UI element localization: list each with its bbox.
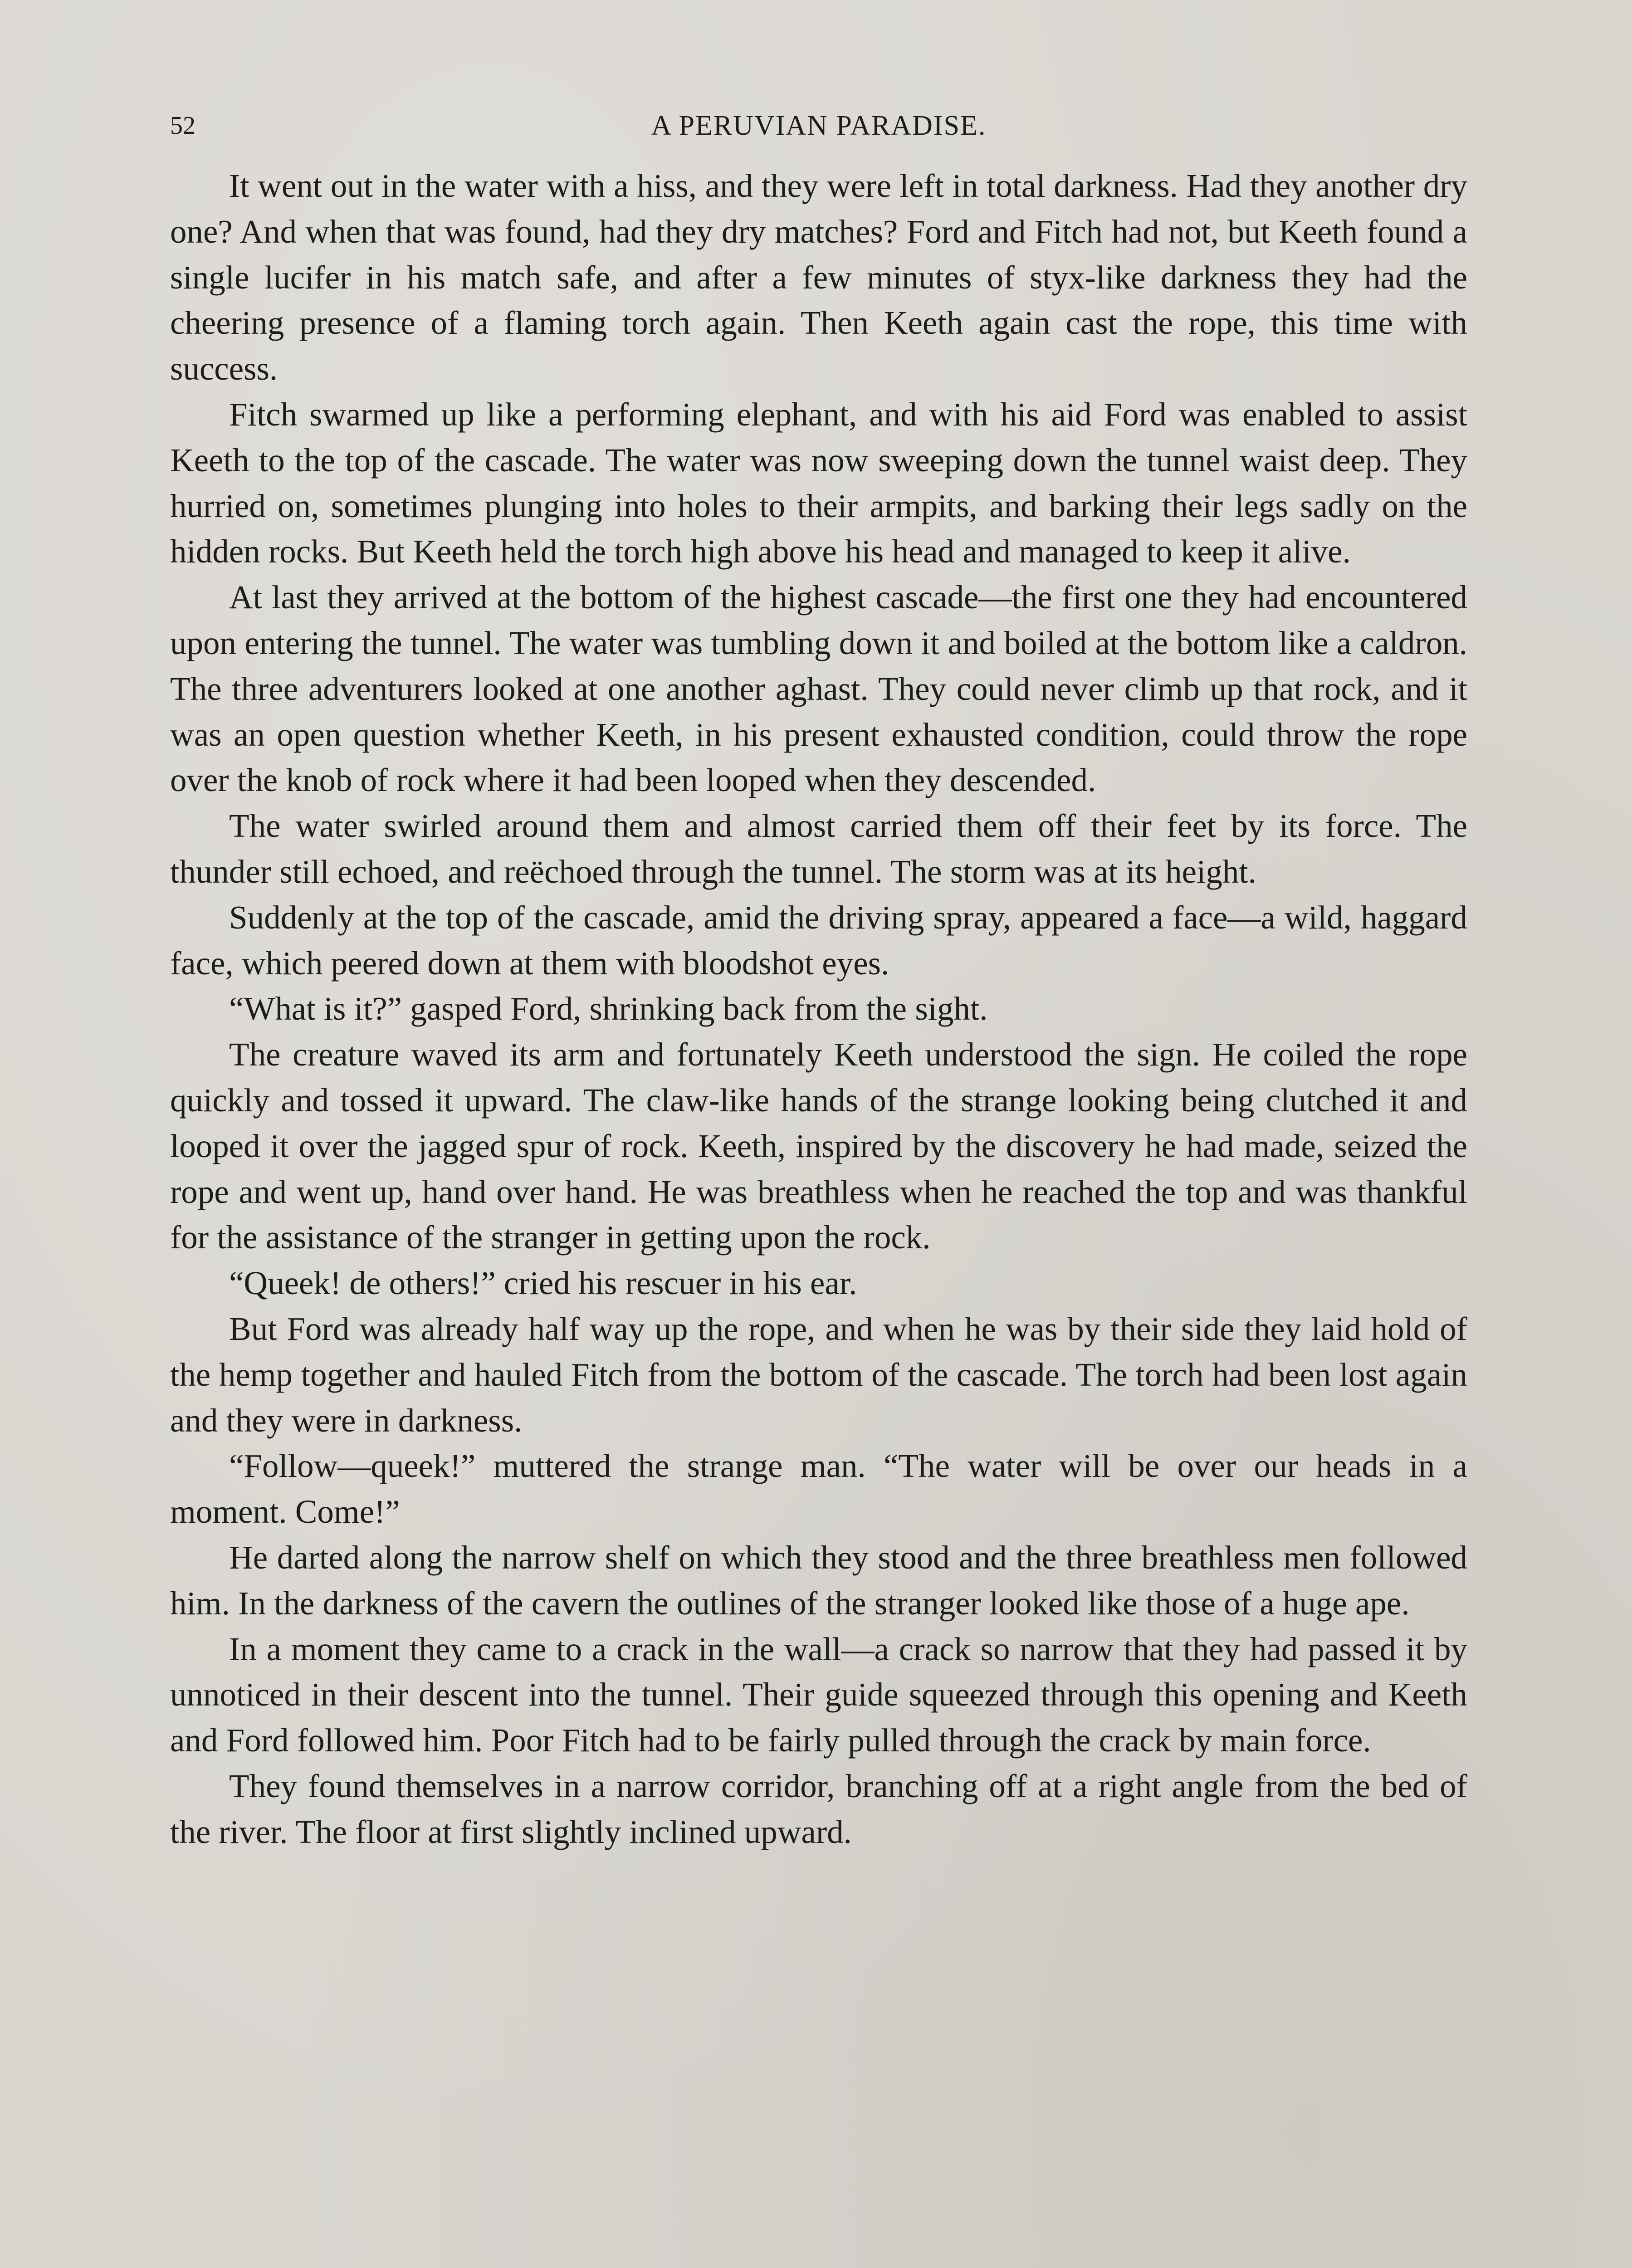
paragraph: “Queek! de others!” cried his rescuer in his ear.: [229, 1265, 857, 1302]
paragraph: Suddenly at the top of the cascade, amid the driving spray, appeared a face—a wild, haggard face, which peered down at them with bloodshot eyes.: [170, 899, 1467, 982]
paragraph: They found themselves in a narrow corridor, branching off at a right angle from the bed of the river. The floor at first slightly inclined upward.: [170, 1767, 1467, 1850]
page-number: 52: [170, 112, 195, 140]
paragraph: Fitch swarmed up like a performing elephant, and with his aid Ford was enabled to assist Keeth to the top of the cascade. The water was now sweeping down the tunnel waist deep. They hurried on, sometimes plunging into holes to their armpits, and barking their legs sadly on the hidden rocks. But Keeth held the torch high above his head and managed to keep it alive.: [170, 396, 1467, 570]
running-title: A PERUVIAN PARADISE.: [651, 110, 987, 141]
paragraph: He darted along the narrow shelf on which they stood and the three breathless men followed him. In the darkness of the cavern the outlines of the stranger looked like those of a huge ape.: [170, 1539, 1467, 1622]
paragraph: “Follow—queek!” muttered the strange man. “The water will be over our heads in a moment. Come!”: [170, 1447, 1467, 1530]
paragraph: At last they arrived at the bottom of the highest cascade—the first one they had encountered upon entering the tunnel. The water was tumbling down it and boiled at the bottom like a caldron. The three adventurers looked at one another aghast. They could never climb up that rock, and it was an open question whether Keeth, in his present exhausted condition, could throw the rope over the knob of rock where it had been looped when they descended.: [170, 579, 1467, 799]
paragraph: But Ford was already half way up the rope, and when he was by their side they laid hold of the hemp together and hauled Fitch from the bottom of the cascade. The torch had been lost again and they were in darkness.: [170, 1310, 1467, 1439]
story-text: [170, 163, 1467, 1855]
paragraph: In a moment they came to a crack in the wall—a crack so narrow that they had passed it by unnoticed in their descent into the tunnel. Their guide squeezed through this opening and Keeth and Ford followed him. Poor Fitch had to be fairly pulled through the crack by main force.: [170, 1630, 1467, 1759]
page-header: [170, 101, 1467, 151]
paragraph: The creature waved its arm and fortunately Keeth understood the sign. He coiled the rope quickly and tossed it upward. The claw-like hands of the strange looking being clutched it and looped it over the jagged spur of rock. Keeth, inspired by the discovery he had made, seized the rope and went up, hand over hand. He was breathless when he reached the top and was thankful for the assistance of the stranger in getting upon the rock.: [170, 1036, 1467, 1256]
paragraph: The water swirled around them and almost carried them off their feet by its force. The thunder still echoed, and reëchoed through the tunnel. The storm was at its height.: [170, 807, 1467, 890]
paragraph: It went out in the water with a hiss, and they were left in total darkness. Had they another dry one? And when that was found, had they dry matches? Ford and Fitch had not, but Keeth found a single lucifer in his match safe, and after a few minutes of styx-like darkness they had the cheering presence of a flaming torch again. Then Keeth again cast the rope, this time with success.: [170, 167, 1467, 387]
paragraph: “What is it?” gasped Ford, shrinking back from the sight.: [229, 990, 988, 1027]
